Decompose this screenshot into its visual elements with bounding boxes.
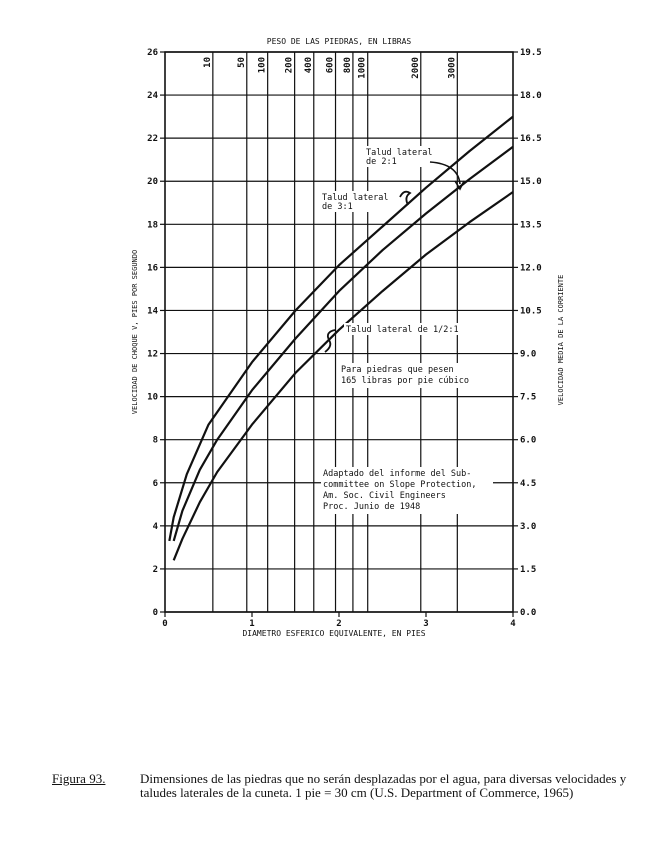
y-tick-label: 26 xyxy=(147,48,158,58)
annotation-5 xyxy=(321,467,493,514)
top-tick-label: 600 xyxy=(325,57,336,74)
annotation-text: Adaptado del informe del Sub- xyxy=(323,469,472,479)
y-right-tick-label: 16.5 xyxy=(520,134,542,145)
caption-label: Figura 93. xyxy=(52,771,106,786)
y-right-tick-label: 7.5 xyxy=(520,392,537,403)
annotation-text: Para piedras que pesen xyxy=(341,365,454,375)
top-tick-label: 800 xyxy=(342,57,353,74)
y-tick-label: 8 xyxy=(152,435,158,446)
x-tick-label: 2 xyxy=(336,619,342,629)
y-tick-label: 16 xyxy=(147,263,158,274)
top-tick-label: 400 xyxy=(303,57,314,74)
y-right-tick-label: 15.0 xyxy=(520,177,542,188)
y-axis-label-right: VELOCIDAD MEDIA DE LA CORRIENTE xyxy=(557,274,565,406)
y-tick-label: 4 xyxy=(152,521,158,532)
y-right-tick-label: 12.0 xyxy=(520,263,542,274)
annotation-4 xyxy=(339,363,483,388)
annotation-text: Proc. Junio de 1948 xyxy=(323,502,421,512)
top-tick-label: 3000 xyxy=(447,57,458,79)
x-tick-label: 0 xyxy=(162,619,168,629)
y-right-tick-label: 9.0 xyxy=(520,349,537,360)
top-tick-label: 2000 xyxy=(410,57,421,79)
y-right-tick-label: 10.5 xyxy=(520,306,542,317)
y-tick-label: 24 xyxy=(147,91,158,102)
y-right-tick-label: 6.0 xyxy=(520,435,537,446)
top-tick-label: 100 xyxy=(257,57,268,74)
y-right-tick-label: 19.5 xyxy=(520,48,542,58)
annotation-2 xyxy=(320,191,397,212)
top-tick-label: 200 xyxy=(284,57,295,74)
annotation-text: Talud lateral xyxy=(322,193,389,203)
y-axis-label-left: VELOCIDAD DE CHOQUE V, PIES POR SEGUNDO xyxy=(131,249,139,415)
y-right-tick-label: 0.0 xyxy=(520,608,537,618)
y-tick-label: 0 xyxy=(152,608,158,618)
annotation-text: committee on Slope Protection, xyxy=(323,480,477,490)
annotation-text: de 3:1 xyxy=(322,202,353,212)
annotation-text: Talud lateral xyxy=(366,148,433,158)
y-right-tick-label: 18.0 xyxy=(520,91,542,102)
annotations xyxy=(320,146,493,514)
annotation-text: 165 libras por pie cúbico xyxy=(341,376,469,386)
annotation-3 xyxy=(344,323,471,335)
y-tick-label: 20 xyxy=(147,177,158,188)
y-tick-label: 6 xyxy=(152,478,158,489)
y-right-tick-label: 13.5 xyxy=(520,220,542,231)
caption-text: Dimensiones de las piedras que no serán desplazadas por el agua, para diversas velocidades y taludes laterales de la cuneta. 1 pie = 30 cm (U.S. Department of Commerce, 1965) xyxy=(140,771,627,800)
y-tick-label: 14 xyxy=(147,306,158,317)
top-axis-title: PESO DE LAS PIEDRAS, EN LIBRAS xyxy=(266,37,412,46)
annotation-1 xyxy=(364,146,441,167)
y-right-tick-label: 4.5 xyxy=(520,478,537,489)
annotation-text: de 2:1 xyxy=(366,157,397,167)
annotation-text: Am. Soc. Civil Engineers xyxy=(323,491,446,501)
x-tick-label: 1 xyxy=(249,619,255,629)
y-tick-label: 12 xyxy=(147,349,158,360)
y-tick-label: 22 xyxy=(147,134,158,145)
y-right-tick-label: 3.0 xyxy=(520,521,537,532)
top-tick-label: 10 xyxy=(202,57,213,68)
y-tick-label: 10 xyxy=(147,392,158,403)
y-tick-label: 18 xyxy=(147,220,158,231)
y-tick-label: 2 xyxy=(152,564,158,575)
x-tick-label: 4 xyxy=(510,619,516,629)
y-right-tick-label: 1.5 xyxy=(520,564,537,575)
x-tick-label: 3 xyxy=(423,619,429,629)
x-axis-label: DIAMETRO ESFERICO EQUIVALENTE, EN PIES xyxy=(242,629,426,638)
top-tick-label: 1000 xyxy=(357,57,368,79)
annotation-text: Talud lateral de 1/2:1 xyxy=(346,325,459,335)
top-tick-label: 50 xyxy=(236,57,247,68)
